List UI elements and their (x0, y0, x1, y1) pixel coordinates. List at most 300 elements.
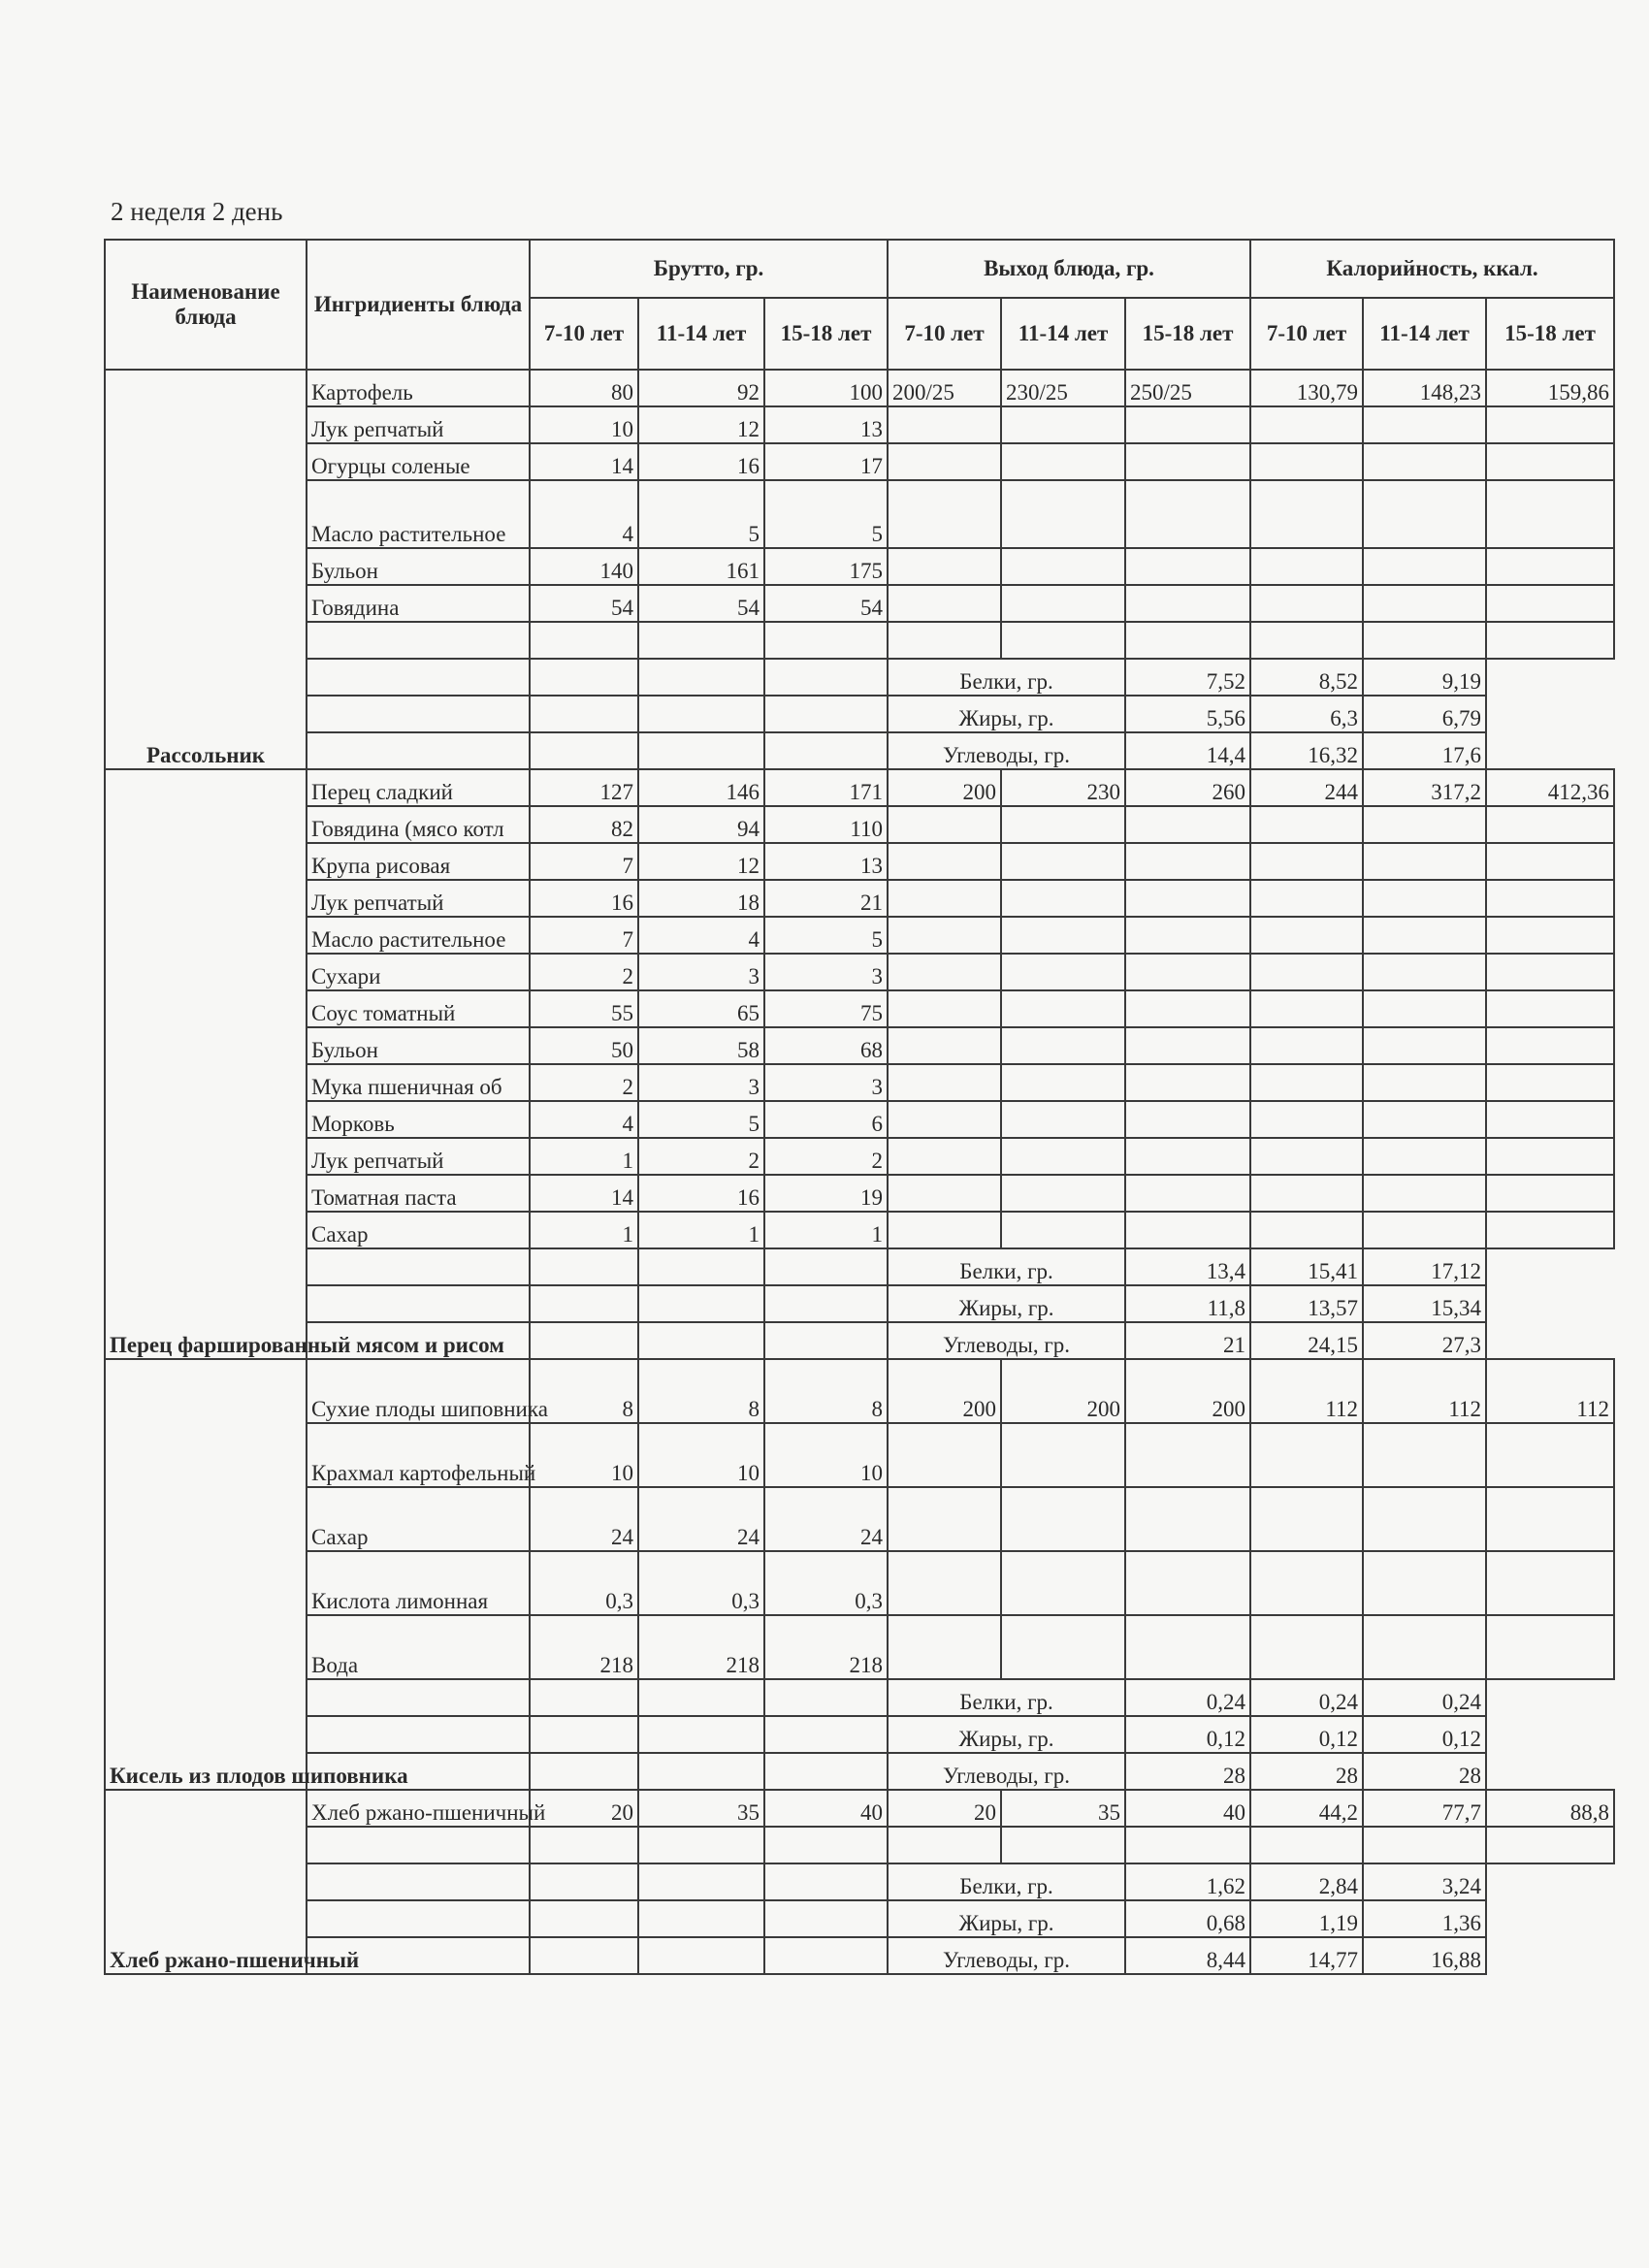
protein-row (105, 1248, 1614, 1285)
gross-value: 10 (638, 1423, 764, 1487)
yield-value (1125, 990, 1250, 1027)
calorie-value (1363, 443, 1486, 480)
nutrient-label: Углеводы, гр. (888, 1322, 1125, 1359)
yield-value: 35 (1001, 1790, 1125, 1827)
ingredient-row (105, 917, 1614, 954)
calorie-value (1486, 443, 1614, 480)
gross-value: 35 (638, 1790, 764, 1827)
gross-value: 3 (764, 954, 888, 990)
ingredient-row (105, 1615, 1614, 1679)
gross-value: 20 (530, 1790, 638, 1827)
fat-value: 15,34 (1363, 1285, 1486, 1322)
gross-value: 94 (638, 806, 764, 843)
gross-value: 10 (530, 1423, 638, 1487)
protein-value: 7,52 (1125, 659, 1250, 696)
calorie-value (1363, 1138, 1486, 1175)
empty-cell (638, 622, 764, 659)
gross-value: 3 (638, 1064, 764, 1101)
ingredient-name: Кислота лимонная (307, 1551, 530, 1615)
empty-cell (638, 1679, 764, 1716)
yield-value (1001, 1064, 1125, 1101)
yield-value (888, 480, 1001, 548)
calorie-value: 112 (1486, 1359, 1614, 1423)
ingredient-row (105, 443, 1614, 480)
yield-value: 250/25 (1125, 370, 1250, 406)
gross-value: 19 (764, 1175, 888, 1212)
fat-value: 0,68 (1125, 1900, 1250, 1937)
yield-value (1001, 1615, 1125, 1679)
empty-cell (530, 1285, 638, 1322)
ingredient-name: Картофель (307, 370, 530, 406)
yield-value: 20 (888, 1790, 1001, 1827)
empty-cell (530, 659, 638, 696)
gross-value: 10 (530, 406, 638, 443)
yield-value (1125, 406, 1250, 443)
gross-value: 8 (530, 1359, 638, 1423)
yield-value (888, 1212, 1001, 1248)
calorie-value (1250, 406, 1363, 443)
yield-value (888, 443, 1001, 480)
ingredient-name: Говядина (307, 585, 530, 622)
gross-value: 24 (764, 1487, 888, 1551)
gross-value: 13 (764, 843, 888, 880)
empty-cell (307, 696, 530, 732)
ingredient-row (105, 843, 1614, 880)
header-age: 15-18 лет (764, 298, 888, 370)
yield-value (888, 954, 1001, 990)
ingredient-row (105, 1487, 1614, 1551)
gross-value: 175 (764, 548, 888, 585)
empty-cell (764, 732, 888, 769)
calorie-value (1363, 1175, 1486, 1212)
yield-value (1125, 1027, 1250, 1064)
ingredient-name: Масло растительное (307, 917, 530, 954)
gross-value: 218 (764, 1615, 888, 1679)
gross-value: 4 (530, 1101, 638, 1138)
header-dish: Наименование блюда (105, 240, 307, 370)
calorie-value (1250, 480, 1363, 548)
calorie-value (1363, 954, 1486, 990)
yield-value (888, 806, 1001, 843)
header-yield: Выход блюда, гр. (888, 240, 1250, 298)
ingredient-name: Крахмал картофельный (307, 1423, 530, 1487)
gross-value: 80 (530, 370, 638, 406)
calorie-value (1486, 954, 1614, 990)
gross-value: 12 (638, 406, 764, 443)
calorie-value: 412,36 (1486, 769, 1614, 806)
gross-value: 1 (530, 1212, 638, 1248)
header-gross: Брутто, гр. (530, 240, 888, 298)
dish-name: Рассольник (105, 370, 307, 769)
empty-cell (764, 1322, 888, 1359)
carbs-row (105, 732, 1614, 769)
empty-cell (307, 732, 530, 769)
yield-value (888, 1423, 1001, 1487)
yield-value (1125, 954, 1250, 990)
yield-value (1125, 843, 1250, 880)
yield-value (888, 1551, 1001, 1615)
empty-cell (888, 622, 1001, 659)
empty-cell (638, 1716, 764, 1753)
yield-value (1125, 1487, 1250, 1551)
header-age: 15-18 лет (1125, 298, 1250, 370)
ingredient-name: Хлеб ржано-пшеничный (307, 1790, 530, 1827)
gross-value: 16 (638, 1175, 764, 1212)
empty-cell (1486, 1827, 1614, 1863)
header-age: 11-14 лет (638, 298, 764, 370)
carbs-value: 17,6 (1363, 732, 1486, 769)
gross-value: 2 (530, 954, 638, 990)
yield-value: 230/25 (1001, 370, 1125, 406)
ingredient-name: Сахар (307, 1212, 530, 1248)
yield-value (1001, 880, 1125, 917)
fat-value: 1,19 (1250, 1900, 1363, 1937)
empty-row (105, 1827, 1614, 1863)
empty-cell (530, 1322, 638, 1359)
ingredient-name: Бульон (307, 1027, 530, 1064)
calorie-value (1363, 917, 1486, 954)
yield-value (1001, 1101, 1125, 1138)
nutrient-label: Углеводы, гр. (888, 1753, 1125, 1790)
gross-value: 14 (530, 1175, 638, 1212)
calorie-value (1486, 806, 1614, 843)
yield-value (1001, 1551, 1125, 1615)
ingredient-name: Лук репчатый (307, 880, 530, 917)
ingredient-row (105, 769, 1614, 806)
gross-value: 54 (764, 585, 888, 622)
calorie-value: 159,86 (1486, 370, 1614, 406)
empty-cell (638, 1753, 764, 1790)
gross-value: 1 (530, 1138, 638, 1175)
calorie-value: 130,79 (1250, 370, 1363, 406)
empty-cell (764, 1285, 888, 1322)
yield-value (888, 1615, 1001, 1679)
nutrient-label: Углеводы, гр. (888, 732, 1125, 769)
calorie-value (1363, 1551, 1486, 1615)
calorie-value: 112 (1363, 1359, 1486, 1423)
empty-cell (764, 1863, 888, 1900)
carbs-value: 14,77 (1250, 1937, 1363, 1974)
header-age: 11-14 лет (1001, 298, 1125, 370)
gross-value: 40 (764, 1790, 888, 1827)
calorie-value (1486, 1101, 1614, 1138)
nutrient-label: Углеводы, гр. (888, 1937, 1125, 1974)
calorie-value (1363, 585, 1486, 622)
fat-value: 6,79 (1363, 696, 1486, 732)
calorie-value (1250, 1212, 1363, 1248)
ingredient-row (105, 1138, 1614, 1175)
calorie-value (1363, 1027, 1486, 1064)
yield-value (1125, 917, 1250, 954)
empty-cell (1250, 622, 1363, 659)
carbs-value: 28 (1363, 1753, 1486, 1790)
empty-cell (888, 1827, 1001, 1863)
calorie-value (1250, 1551, 1363, 1615)
calorie-value (1250, 1138, 1363, 1175)
calorie-value (1250, 1175, 1363, 1212)
ingredient-name: Крупа рисовая (307, 843, 530, 880)
ingredient-row (105, 370, 1614, 406)
gross-value: 3 (638, 954, 764, 990)
yield-value (1125, 548, 1250, 585)
empty-cell (307, 1900, 530, 1937)
carbs-value: 8,44 (1125, 1937, 1250, 1974)
calorie-value (1250, 917, 1363, 954)
yield-value (1001, 585, 1125, 622)
yield-value (888, 917, 1001, 954)
gross-value: 6 (764, 1101, 888, 1138)
gross-value: 65 (638, 990, 764, 1027)
gross-value: 8 (638, 1359, 764, 1423)
empty-cell (1363, 1827, 1486, 1863)
calorie-value (1250, 1487, 1363, 1551)
header-calories: Калорийность, ккал. (1250, 240, 1614, 298)
ingredient-name: Огурцы соленые (307, 443, 530, 480)
yield-value (1001, 406, 1125, 443)
empty-cell (638, 1248, 764, 1285)
calorie-value (1486, 1064, 1614, 1101)
empty-cell (764, 659, 888, 696)
menu-table (104, 239, 1615, 1975)
fat-value: 0,12 (1125, 1716, 1250, 1753)
nutrient-label: Белки, гр. (888, 1863, 1125, 1900)
calorie-value (1363, 1487, 1486, 1551)
fat-value: 13,57 (1250, 1285, 1363, 1322)
fat-value: 0,12 (1363, 1716, 1486, 1753)
calorie-value (1250, 1101, 1363, 1138)
gross-value: 12 (638, 843, 764, 880)
fat-row (105, 1900, 1614, 1937)
ingredient-name: Сухари (307, 954, 530, 990)
fat-row (105, 1716, 1614, 1753)
calorie-value (1486, 917, 1614, 954)
gross-value: 2 (530, 1064, 638, 1101)
protein-value: 17,12 (1363, 1248, 1486, 1285)
yield-value (1125, 480, 1250, 548)
gross-value: 10 (764, 1423, 888, 1487)
gross-value: 171 (764, 769, 888, 806)
ingredient-name: Вода (307, 1615, 530, 1679)
yield-value (1125, 443, 1250, 480)
gross-value: 17 (764, 443, 888, 480)
empty-cell (1125, 622, 1250, 659)
calorie-value (1250, 843, 1363, 880)
yield-value (888, 843, 1001, 880)
gross-value: 68 (764, 1027, 888, 1064)
calorie-value (1486, 843, 1614, 880)
empty-cell (764, 1827, 888, 1863)
ingredient-row (105, 1175, 1614, 1212)
calorie-value (1486, 1175, 1614, 1212)
protein-row (105, 1863, 1614, 1900)
empty-cell (1363, 622, 1486, 659)
menu-body (105, 370, 1614, 1974)
protein-value: 0,24 (1250, 1679, 1363, 1716)
calorie-value (1363, 843, 1486, 880)
nutrient-label: Жиры, гр. (888, 1900, 1125, 1937)
calorie-value (1363, 1101, 1486, 1138)
protein-value: 13,4 (1125, 1248, 1250, 1285)
yield-value (888, 1138, 1001, 1175)
empty-cell (530, 732, 638, 769)
calorie-value (1486, 1027, 1614, 1064)
empty-cell (530, 1753, 638, 1790)
empty-cell (638, 1827, 764, 1863)
yield-value (1001, 1423, 1125, 1487)
gross-value: 24 (638, 1487, 764, 1551)
empty-cell (764, 1716, 888, 1753)
protein-value: 8,52 (1250, 659, 1363, 696)
yield-value (1125, 1212, 1250, 1248)
yield-value (888, 585, 1001, 622)
header-age: 7-10 лет (888, 298, 1001, 370)
yield-value (1125, 1175, 1250, 1212)
ingredient-name: Говядина (мясо котл (307, 806, 530, 843)
protein-row (105, 659, 1614, 696)
carbs-value: 27,3 (1363, 1322, 1486, 1359)
protein-value: 0,24 (1125, 1679, 1250, 1716)
calorie-value (1363, 880, 1486, 917)
yield-value: 40 (1125, 1790, 1250, 1827)
yield-value (1001, 1487, 1125, 1551)
gross-value: 58 (638, 1027, 764, 1064)
yield-value (1125, 880, 1250, 917)
yield-value (1001, 443, 1125, 480)
gross-value: 7 (530, 917, 638, 954)
calorie-value (1250, 990, 1363, 1027)
calorie-value (1363, 406, 1486, 443)
gross-value: 54 (530, 585, 638, 622)
calorie-value (1486, 1615, 1614, 1679)
empty-cell (764, 696, 888, 732)
empty-cell (638, 659, 764, 696)
yield-value: 230 (1001, 769, 1125, 806)
ingredient-name: Соус томатный (307, 990, 530, 1027)
calorie-value (1250, 443, 1363, 480)
empty-cell (1001, 1827, 1125, 1863)
yield-value (888, 1101, 1001, 1138)
yield-value (1001, 843, 1125, 880)
calorie-value: 317,2 (1363, 769, 1486, 806)
yield-value (888, 880, 1001, 917)
calorie-value (1250, 548, 1363, 585)
gross-value: 218 (530, 1615, 638, 1679)
empty-cell (307, 1863, 530, 1900)
calorie-value (1250, 954, 1363, 990)
gross-value: 21 (764, 880, 888, 917)
gross-value: 24 (530, 1487, 638, 1551)
gross-value: 18 (638, 880, 764, 917)
empty-cell (307, 622, 530, 659)
yield-value (1001, 548, 1125, 585)
protein-value: 0,24 (1363, 1679, 1486, 1716)
carbs-value: 16,32 (1250, 732, 1363, 769)
yield-value (1001, 1212, 1125, 1248)
calorie-value (1486, 406, 1614, 443)
nutrient-label: Белки, гр. (888, 1679, 1125, 1716)
gross-value: 13 (764, 406, 888, 443)
empty-row (105, 622, 1614, 659)
ingredient-row (105, 585, 1614, 622)
carbs-value: 28 (1125, 1753, 1250, 1790)
empty-cell (530, 1679, 638, 1716)
yield-value: 200 (888, 769, 1001, 806)
nutrient-label: Жиры, гр. (888, 1716, 1125, 1753)
gross-value: 4 (638, 917, 764, 954)
gross-value: 7 (530, 843, 638, 880)
gross-value: 2 (764, 1138, 888, 1175)
gross-value: 92 (638, 370, 764, 406)
ingredient-row (105, 548, 1614, 585)
calorie-value (1250, 806, 1363, 843)
empty-cell (638, 1863, 764, 1900)
yield-value (1125, 1423, 1250, 1487)
gross-value: 2 (638, 1138, 764, 1175)
calorie-value (1250, 1027, 1363, 1064)
gross-value: 1 (638, 1212, 764, 1248)
ingredient-row (105, 990, 1614, 1027)
empty-cell (638, 696, 764, 732)
yield-value (888, 548, 1001, 585)
empty-cell (1250, 1827, 1363, 1863)
calorie-value (1486, 880, 1614, 917)
ingredient-name: Томатная паста (307, 1175, 530, 1212)
ingredient-row (105, 806, 1614, 843)
ingredient-name: Перец сладкий (307, 769, 530, 806)
carbs-value: 28 (1250, 1753, 1363, 1790)
calorie-value (1250, 1423, 1363, 1487)
calorie-value (1363, 990, 1486, 1027)
gross-value: 5 (638, 1101, 764, 1138)
ingredient-name: Мука пшеничная об (307, 1064, 530, 1101)
empty-cell (307, 1827, 530, 1863)
empty-cell (764, 1900, 888, 1937)
header-age: 7-10 лет (1250, 298, 1363, 370)
calorie-value (1486, 1138, 1614, 1175)
gross-value: 100 (764, 370, 888, 406)
empty-cell (307, 1248, 530, 1285)
ingredient-name: Сухие плоды шиповника (307, 1359, 530, 1423)
fat-value: 1,36 (1363, 1900, 1486, 1937)
gross-value: 8 (764, 1359, 888, 1423)
empty-cell (530, 696, 638, 732)
nutrient-label: Жиры, гр. (888, 696, 1125, 732)
calorie-value (1363, 1064, 1486, 1101)
yield-value (1125, 806, 1250, 843)
ingredient-name: Лук репчатый (307, 1138, 530, 1175)
yield-value (1001, 480, 1125, 548)
yield-value (1001, 917, 1125, 954)
yield-value: 200 (1125, 1359, 1250, 1423)
ingredient-row (105, 1027, 1614, 1064)
calorie-value: 112 (1250, 1359, 1363, 1423)
fat-value: 11,8 (1125, 1285, 1250, 1322)
fat-row (105, 1285, 1614, 1322)
calorie-value (1250, 585, 1363, 622)
empty-cell (307, 1679, 530, 1716)
gross-value: 16 (530, 880, 638, 917)
calorie-value (1486, 1212, 1614, 1248)
empty-cell (764, 622, 888, 659)
yield-value (1125, 585, 1250, 622)
protein-value: 9,19 (1363, 659, 1486, 696)
yield-value (1001, 990, 1125, 1027)
yield-value (1125, 1615, 1250, 1679)
ingredient-name: Бульон (307, 548, 530, 585)
yield-value: 200/25 (888, 370, 1001, 406)
gross-value: 54 (638, 585, 764, 622)
calorie-value: 244 (1250, 769, 1363, 806)
